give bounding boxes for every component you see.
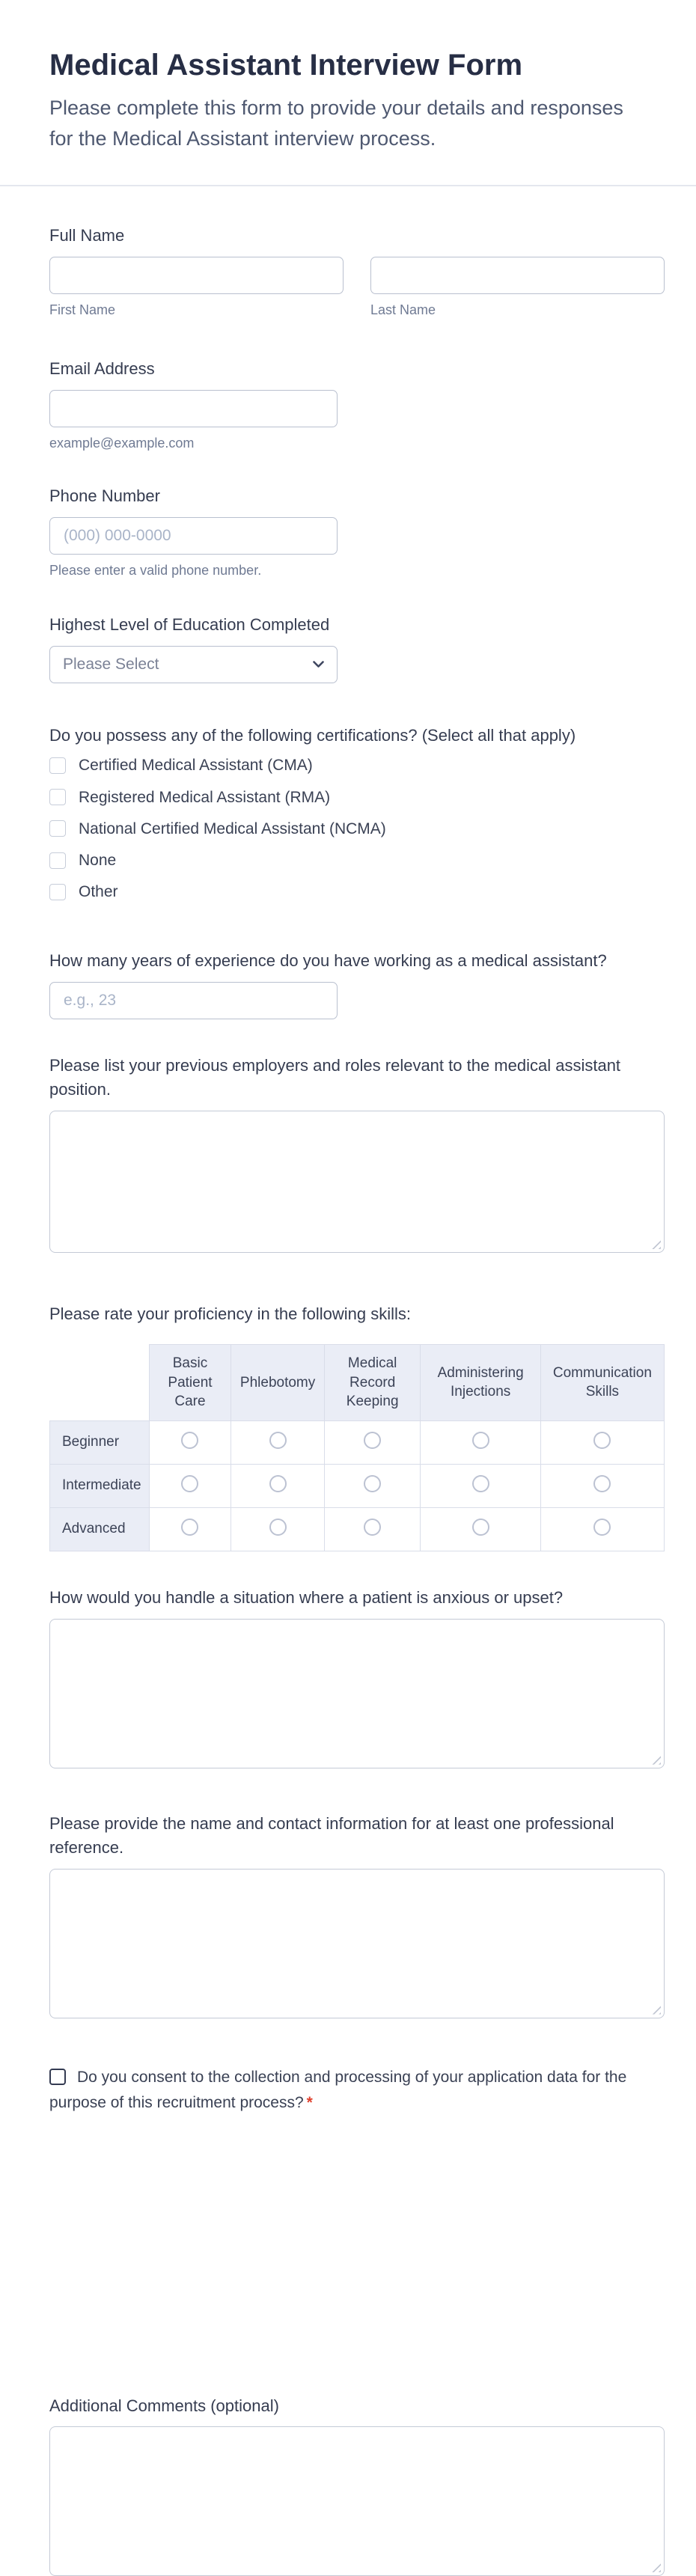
email-label: Email Address	[49, 358, 155, 378]
certification-option-cma[interactable]	[49, 756, 665, 775]
matrix-row-header: Intermediate	[50, 1464, 150, 1507]
matrix-cell[interactable]	[421, 1420, 540, 1464]
blank-spacer	[49, 2116, 665, 2394]
question-consent	[49, 2065, 648, 2116]
radio-button[interactable]	[269, 1432, 287, 1449]
reference-textarea[interactable]	[49, 1869, 665, 2018]
form-subtitle: Please complete this form to provide your details and responses for the Medical Assistant interview process.	[49, 97, 623, 150]
checkbox[interactable]	[49, 852, 66, 869]
phone-input[interactable]	[49, 517, 338, 555]
checkbox[interactable]	[49, 884, 66, 900]
checkbox[interactable]	[49, 789, 66, 805]
radio-button[interactable]	[181, 1519, 198, 1536]
last-name-input[interactable]	[370, 257, 665, 294]
certification-option-ncma[interactable]	[49, 820, 665, 838]
checkbox-label: Other	[79, 883, 118, 901]
experience-label: How many years of experience do you have working as a medical assistant?	[49, 951, 607, 971]
matrix-cell[interactable]	[149, 1420, 231, 1464]
required-asterisk: *	[306, 2093, 313, 2111]
radio-button[interactable]	[472, 1475, 489, 1492]
last-name-sublabel: Last Name	[370, 302, 436, 317]
checkbox-label: Certified Medical Assistant (CMA)	[79, 757, 313, 775]
radio-button[interactable]	[269, 1475, 287, 1492]
matrix-cell[interactable]	[324, 1507, 421, 1551]
education-select-value: Please Select	[63, 655, 159, 673]
phone-sublabel: Please enter a valid phone number.	[49, 562, 262, 578]
certification-option-other[interactable]	[49, 882, 665, 901]
form-header	[49, 46, 665, 153]
chevron-down-icon	[313, 661, 324, 668]
employers-label: Please list your previous employers and roles relevant to the medical assistant position.	[49, 1056, 621, 1099]
first-name-input[interactable]	[49, 257, 344, 294]
checkbox-label: None	[79, 852, 117, 870]
matrix-cell[interactable]	[540, 1507, 664, 1551]
question-comments	[49, 2394, 665, 2576]
question-employers	[49, 1054, 665, 1253]
question-education	[49, 613, 665, 683]
radio-button[interactable]	[364, 1519, 381, 1536]
employers-textarea[interactable]	[49, 1111, 665, 1253]
radio-button[interactable]	[181, 1432, 198, 1449]
email-sublabel: example@example.com	[49, 435, 195, 451]
matrix-cell[interactable]	[540, 1420, 664, 1464]
matrix-row-header: Beginner	[50, 1420, 150, 1464]
experience-input[interactable]	[49, 982, 338, 1019]
question-skills-matrix	[49, 1302, 665, 1551]
checkbox[interactable]	[49, 820, 66, 837]
comments-label: Additional Comments (optional)	[49, 2396, 279, 2415]
matrix-cell[interactable]	[231, 1464, 325, 1507]
consent-label[interactable]	[49, 2069, 626, 2111]
matrix-row-intermediate	[50, 1464, 665, 1507]
full-name-label: Full Name	[49, 226, 125, 245]
question-experience	[49, 949, 665, 1019]
matrix-cell[interactable]	[324, 1464, 421, 1507]
matrix-cell[interactable]	[149, 1464, 231, 1507]
skills-matrix-table	[49, 1344, 665, 1551]
matrix-corner-cell	[50, 1344, 150, 1420]
form-title: Medical Assistant Interview Form	[49, 49, 523, 82]
certification-option-rma[interactable]	[49, 788, 665, 807]
radio-button[interactable]	[364, 1475, 381, 1492]
skills-matrix-label: Please rate your proficiency in the following skills:	[49, 1304, 412, 1324]
certifications-label: Do you possess any of the following certifications? (Select all that apply)	[49, 725, 576, 745]
question-phone	[49, 484, 665, 579]
matrix-cell[interactable]	[324, 1420, 421, 1464]
education-select[interactable]	[49, 646, 338, 683]
first-name-sublabel: First Name	[49, 302, 116, 317]
checkbox-label: Registered Medical Assistant (RMA)	[79, 788, 331, 806]
radio-button[interactable]	[472, 1519, 489, 1536]
phone-label: Phone Number	[49, 486, 160, 505]
education-label: Highest Level of Education Completed	[49, 614, 330, 634]
checkbox-label: National Certified Medical Assistant (NCMA)	[79, 820, 386, 837]
checkbox[interactable]	[49, 757, 66, 774]
matrix-row-advanced	[50, 1507, 665, 1551]
matrix-column-header: Administering Injections	[421, 1344, 540, 1420]
matrix-column-header: Communication Skills	[540, 1344, 664, 1420]
question-full-name	[49, 224, 665, 318]
radio-button[interactable]	[472, 1432, 489, 1449]
matrix-cell[interactable]	[231, 1420, 325, 1464]
matrix-cell[interactable]	[231, 1507, 325, 1551]
anxious-patient-textarea[interactable]	[49, 1619, 665, 1768]
matrix-column-header: Medical Record Keeping	[324, 1344, 421, 1420]
question-anxious-patient	[49, 1586, 665, 1768]
radio-button[interactable]	[593, 1432, 611, 1449]
anxious-patient-label: How would you handle a situation where a patient is anxious or upset?	[49, 1587, 564, 1607]
matrix-column-header: Phlebotomy	[231, 1344, 325, 1420]
matrix-cell[interactable]	[421, 1464, 540, 1507]
certification-option-none[interactable]	[49, 851, 665, 870]
consent-text: Do you consent to the collection and processing of your application data for the purpose of this recruitment process?	[49, 2068, 627, 2111]
reference-label: Please provide the name and contact information for at least one professional reference.	[49, 1813, 614, 1857]
question-certifications	[49, 724, 665, 902]
comments-textarea[interactable]	[49, 2426, 665, 2576]
matrix-cell[interactable]	[421, 1507, 540, 1551]
matrix-cell[interactable]	[149, 1507, 231, 1551]
radio-button[interactable]	[593, 1475, 611, 1492]
email-input[interactable]	[49, 390, 338, 427]
radio-button[interactable]	[181, 1475, 198, 1492]
matrix-row-beginner	[50, 1420, 665, 1464]
matrix-cell[interactable]	[540, 1464, 664, 1507]
matrix-row-header: Advanced	[50, 1507, 150, 1551]
radio-button[interactable]	[269, 1519, 287, 1536]
question-reference	[49, 1812, 665, 2018]
question-email	[49, 357, 665, 451]
radio-button[interactable]	[364, 1432, 381, 1449]
matrix-column-header: Basic Patient Care	[149, 1344, 231, 1420]
consent-checkbox[interactable]	[49, 2069, 66, 2085]
radio-button[interactable]	[593, 1519, 611, 1536]
